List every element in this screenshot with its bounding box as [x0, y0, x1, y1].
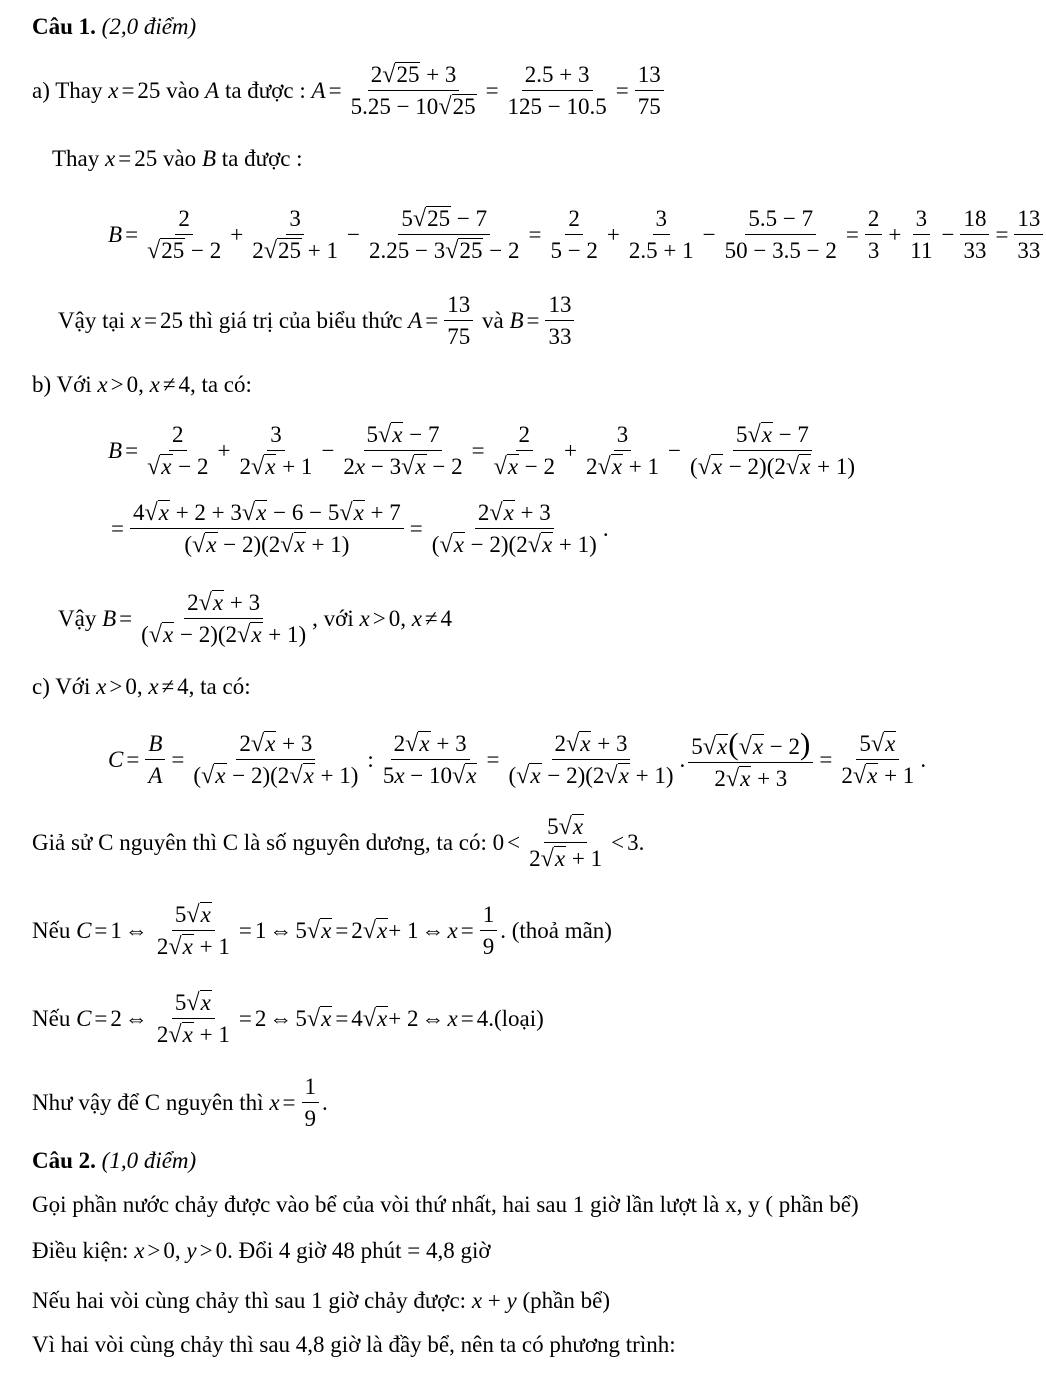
x-equals-25-b: x = 25 [105, 146, 158, 171]
part-a-conclusion: Vậy tại x = 25 thì giá trị của biểu thức A = $\frac{13}{75}$ và B = $\frac{13}{33}$ [58, 292, 577, 350]
neu-hai-voi-text: Nếu hai vòi cùng chảy thì sau 1 giờ chảy được: [32, 1288, 467, 1313]
cau2-line4-text: Vì hai vòi cùng chảy thì sau 4,8 giờ là đầy bể, nên ta có phương trình: [32, 1332, 676, 1357]
B-simplify-1: B = 2 √ x − 2 + 3 2 √ x + 1 − 5 √ x − 7 2x − 3 √ x − 2 = 2 √ x − 2 + 3 2 √ x + 1 − 5 √ x − 7 ( √ x − 2)(2 √ x + 1) [108, 421, 855, 481]
neu-text-2: Nếu [32, 1005, 71, 1031]
cau2-line3: Nếu hai vòi cùng chảy thì sau 1 giờ chảy được: x + y (phần bể) [32, 1288, 610, 1313]
cau2-points: (1,0 điểm) [101, 1148, 197, 1173]
loai-text: (loại) [493, 1005, 544, 1031]
B-simplify-2: = 4 √ x + 2 + 3 √ x − 6 − 5 √ x + 7 ( √ x − 2)(2 √ x + 1) = 2 √ x + 3 ( √ x − 2)(2 √ x + 1) . [111, 499, 609, 559]
nhu-vay-text: Như vậy để C nguyên thì [32, 1089, 264, 1115]
part-c-heading: c) Với x > 0, x ≠ 4 , ta có: [32, 674, 251, 699]
ta-co-text-c: , ta có: [188, 674, 251, 699]
part-b-condition: x > 0, x ≠ 4 [97, 372, 190, 397]
cau2-title: Câu 2. [32, 1148, 96, 1173]
va-text: và [481, 307, 504, 333]
part-b-label: b) Với [32, 372, 92, 397]
part-c-label: c) Với [32, 674, 91, 699]
neu-C2-line: Nếu C = 2 ⇔ 5 √ x 2 √ x + 1 = 2 ⇔ 5 √ x = 4 √ x + 2 ⇔ x = 4. (loại) [32, 989, 544, 1049]
gia-su-line: Giả sử C nguyên thì C là số nguyên dương, ta có: 0 < 5 √ x 2 √ x + 1 < 3. [32, 813, 645, 873]
vay-tai-text: Vậy tại [58, 307, 126, 333]
cau1-heading [32, 14, 196, 40]
thay-text: Thay [52, 146, 100, 171]
doi-gio-text: . Đổi 4 giờ 48 phút = 4,8 giờ [227, 1238, 491, 1263]
cau2-line1-text: Gọi phần nước chảy được vào bể của vòi thứ nhất, hai sau 1 giờ lần lượt là x, y ( phần bể) [32, 1192, 859, 1217]
vao-B-text: vào B ta được : [157, 146, 303, 171]
vao-A-text: vào A ta được : [160, 77, 312, 103]
part-a-line1 [32, 62, 667, 120]
x-equals-25: x = 25 [108, 77, 161, 103]
cau2-line4 [32, 1332, 676, 1358]
part-b-heading [32, 372, 252, 398]
cau1-title: Câu 1. [32, 14, 96, 39]
voi-text: , với [312, 605, 354, 631]
vay-text: Vậy [58, 605, 97, 631]
neu-text-1: Nếu [32, 917, 71, 943]
part-a-line2 [52, 146, 303, 172]
part-a-label: a) Thay [32, 77, 103, 103]
part-b-conclusion: Vậy B = 2 √ x + 3 ( √ x − 2)(2 √ x + 1) , với x > 0, x ≠ 4 [58, 589, 453, 649]
cau2-line1 [32, 1192, 859, 1218]
cau2-line2: Điều kiện: x > 0, y > 0 . Đổi 4 giờ 48 phút = 4,8 giờ [32, 1238, 491, 1263]
phan-be-text: (phần bể) [522, 1288, 610, 1313]
A-eval-formula: A = 2 √ 25 + 3 5.25 − 10 √ 25 = $\frac{2.5 + 3}{125 - 10.5}$ = $\frac{13}{75}$ [312, 62, 667, 120]
cau1-points: (2,0 điểm) [101, 14, 197, 39]
ta-co-text: , ta có: [189, 372, 252, 397]
B-eval-formula: B = 2 √ 25 − 2 + 3 2 √ 25 + 1 − 5 √ 25 − 7 2.25 − 3 √ 25 − 2 = $\frac{2}{5 - 2}$ + $\frac{3}{2.5 + 1}$ − $\frac{5.5 - 7}{50 - 3.5 - 2}$ = $\frac{2}{3}$ + $\frac{3}{11}$ − $\frac{18}{33}$ = $\frac{13}{33}$ [108, 206, 1046, 264]
nhu-vay-line: Như vậy để C nguyên thì x = $\frac{1}{9}$ . [32, 1074, 328, 1132]
neu-C1-line: Nếu C = 1 ⇔ 5 √ x 2 √ x + 1 = 1 ⇔ 5 √ x = 2 √ x + 1 ⇔ x = $\frac{1}{9}$ . (thoả mãn) [32, 901, 612, 961]
gia-su-text: Giả sử C nguyên thì C là số nguyên dương, ta có: [32, 829, 487, 855]
cau2-heading [32, 1148, 196, 1174]
C-formula: C = $\frac{B}{A}$ = 2 √ x + 3 ( √ x − 2)(2 √ x + 1) : 2 √ x + 3 5x − 10 √ x = 2 √ x + 3 ( √ x − 2)(2 √ x + 1) . 5 √ x ( √ x − 2) 2 √ x + 3 = 5 √ x 2 √ x + 1 . [108, 726, 927, 793]
dieu-kien-text: Điều kiện: [32, 1238, 129, 1263]
thoa-man-text: (thoả mãn) [511, 917, 612, 943]
thi-gia-tri-text: thì giá trị của biểu thức [188, 307, 403, 333]
